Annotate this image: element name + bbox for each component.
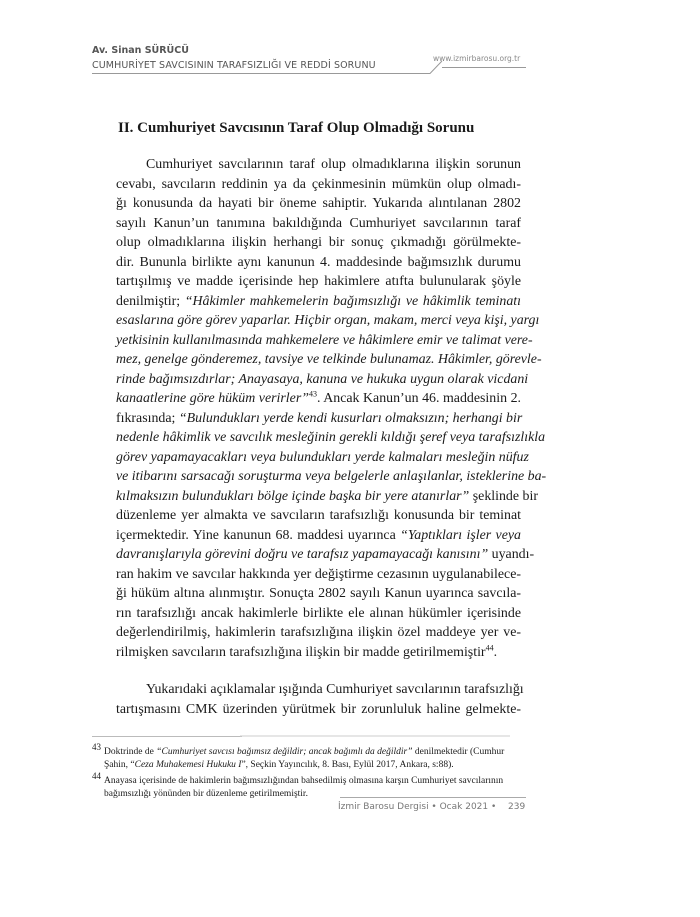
text-line [116,292,521,312]
text-line [116,214,521,234]
text-run: dir. Bununla birlikte aynı kanunun 4. maddesinde bağımsızlık durumu [116,254,521,270]
text-line [116,506,521,526]
text-run: Cumhuriyet savcılarının taraf olup olmadıklarına ilişkin sorunun [146,157,521,172]
quoted-text: kılmaksızın bulundukları bölge içinde başka bir yere atanırlar” [116,488,470,504]
text-line [116,623,521,643]
text-run: bağımsızlığı yönünden bir düzenleme getirilmemiştir. [104,789,308,800]
text-run: Anayasa içerisinde de hakimlerin bağımsızlığından bahsedilmiş olmasına karşın Cumhuriyet savcılarının [104,776,504,787]
quoted-text: rinde bağımsızdırlar; Anayasaya, kanuna ve hukuka uygun olarak vicdani [116,371,529,387]
text-line [116,526,521,546]
text-run: olup olmadıklarına ilişkin herhangi bir sonuç çıkmadığı görülmekte- [116,235,521,250]
text-run: ”, Seçkin Yayıncılık, 8. Bası, Eylül 2017, Ankara, s:88). [241,760,454,771]
footnote-line [92,788,522,801]
text-run: değerlendirilmiş, hakimlerin tarafsızlığına ilişkin özel maddeye yer ve- [116,625,521,640]
quoted-text: ve itibarını sarsacağı soruşturma veya belgelerle anlaşılanlar, isteklerine ba- [116,469,547,484]
footnote-rule-bend [240,722,530,738]
text-run: rın tarafsızlığı ancak hakimlerle birlikte ele alınan hükümler içerisinde [116,605,521,621]
text-line [116,448,529,468]
footnote-43 [92,741,522,772]
text-line [116,428,546,448]
text-line [116,155,521,175]
header-rule [92,73,420,74]
text-run: şeklinde bir [469,488,538,504]
quoted-text: “Cumhuriyet savcısı bağımsız değildir; ancak bağımlı da değildir” [156,747,413,758]
text-line [116,311,540,331]
text-run: rilmişken savcıların tarafsızlığına ilişkin bir madde getirilmemiştir [116,644,486,660]
footnote-line [92,770,522,788]
header-rule-right [442,67,526,68]
text-run: cevabı, savcıların reddinin ya da çekinmesinin mümkün olup olmadı- [116,176,521,192]
text-line [116,565,521,585]
text-line [116,545,535,565]
body-paragraph-2 [116,680,524,719]
quoted-text: Ceza Muhakemesi Hukuku I [134,760,242,771]
quoted-text: yetkisinin kullanılmasında mahkemelere ve hâkimlere emir ve talimat vere- [116,332,533,348]
body-paragraph-1 [116,155,547,662]
text-line [116,584,521,604]
quoted-text: görev yapamayacakları veya bulundukları yerde kalmaları mesleğin nüfuz [116,449,529,465]
text-run: tartışmasını CMK üzerinden yürütmek bir zorunluluk haline gelmekte- [116,701,521,717]
footnote-number: 44 [92,771,101,781]
text-line [116,194,521,214]
header-article-title: CUMHURİYET SAVCISININ TARAFSIZLIĞI VE REDDİ SORUNU [92,60,376,71]
section-heading: II. Cumhuriyet Savcısının Taraf Olup Olmadığı Sorunu [118,120,475,136]
text-line [116,331,533,351]
text-line [116,467,547,487]
text-line [116,233,521,253]
text-run: . Ancak Kanun’un 46. maddesinin 2. [316,391,521,406]
footer-journal: İzmir Barosu Dergisi • Ocak 2021 • [338,802,497,812]
text-line [116,253,521,273]
header-author: Av. Sinan SÜRÜCÜ [92,45,189,56]
text-run: denilmektedir (Cumhur [412,747,505,758]
text-run: denilmiştir; [116,293,185,309]
text-line [116,680,524,700]
text-run: tartışılmış ve madde içerisinde hep hakimlere atıfta bulunularak şöyle [116,274,521,289]
text-run: ğı konusunda da hayati bir öneme sahiptir. Yukarıda alıntılanan 2802 [116,196,521,211]
text-run: ği hüküm altına alınmıştır. Sonuçta 2802 sayılı Kanun uyarınca savcıla- [116,586,521,601]
footer-rule [340,797,526,798]
text-run: fıkrasında; [116,410,179,426]
quoted-text: davranışlarıyla görevini doğru ve tarafsız yapamayacağı kanısını” [116,547,489,562]
text-run: . [493,644,498,660]
text-line [116,175,521,195]
text-line [116,700,521,720]
page-number: 239 [508,802,526,812]
text-line [116,643,521,663]
text-run: uyandı- [488,547,535,562]
text-run: Yukarıdaki açıklamalar ışığında Cumhuriyet savcılarının tarafsızlığı [146,682,524,697]
text-run: Şahin, “ [104,760,135,771]
text-line [116,272,521,292]
footnote-line [92,741,522,759]
header-rule-bend [418,60,528,76]
text-run: düzenleme yer almakta ve savcıların tarafsızlığı konusunda bir teminat [116,508,521,523]
text-line [116,370,529,390]
quoted-text: mez, genelge gönderemez, tavsiye ve telkinde bulunamaz. Hâkimler, görevle- [116,352,542,367]
header-website: www.izmirbarosu.org.tr [433,54,521,63]
quoted-text: “Yaptıkları işler veya [400,527,521,543]
quoted-text: “Hâkimler mahkemelerin bağımsızlığı ve hâkimlik teminatı [184,293,521,309]
text-run: ran hakim ve savcılar hakkında yer değiştirme cezasının uygulanabilece- [116,566,521,582]
text-line [116,350,542,370]
quoted-text: esaslarına göre görev yaparlar. Hiçbir organ, makam, merci veya kişi, yargı [116,313,540,328]
footnote-number: 43 [92,742,101,752]
text-line [116,604,521,624]
footnote-reference: 44 [485,642,494,652]
text-run: Doktrinde de [104,747,157,758]
quoted-text: kanaatlerine göre hüküm verirler” [116,391,309,406]
footnote-rule [92,736,242,737]
text-line [116,409,521,429]
quoted-text: nedenle hâkimlik ve savcılık mesleğinin gerekli kıldığı şeref veya tarafsızlıkla [116,430,546,445]
text-run: içermektedir. Yine kanunun 68. maddesi uyarınca [116,527,401,543]
text-line [116,389,521,409]
footnote-reference: 43 [308,389,317,399]
text-run: sayılı Kanun’un tanımına bakıldığında Cumhuriyet savcılarının taraf [116,215,521,231]
text-line [116,487,538,507]
quoted-text: “Bulundukları yerde kendi kusurları olmaksızın; herhangi bir [178,410,523,426]
